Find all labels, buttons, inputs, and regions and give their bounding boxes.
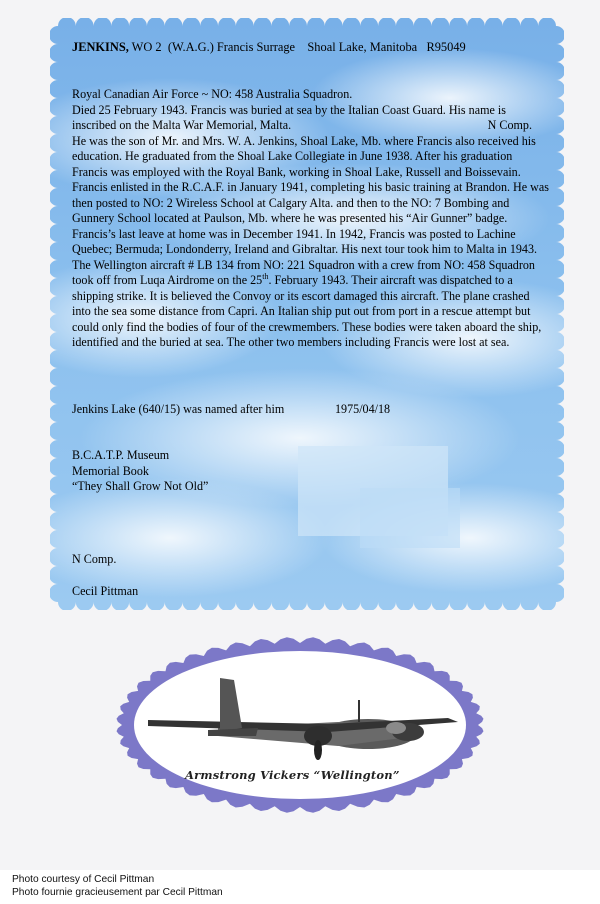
biography-paragraph: He was the son of Mr. and Mrs. W. A. Jenkins, Shoal Lake, Mb. where Francis also received his education. He graduated from the Shoal Lake Collegiate in June 1938. After his graduation Francis was employed with the Royal Bank, working in Shoal Lake, Russell and Boissevain. Francis enlisted in the R.C.A.F. in January 1941, completing his basic training at Brandon. He was then posted to NO: 2 Wireless School at Calgary Alta. and then to the NO: 7 Bombing and Gunnery School located at Paulson, Mb. where he was presented his “Air Gunner” badge. Francis’s last leave at home was in December 1941. In 1942, Francis was posted to Lachine Quebec; Bermuda; Londonderry, Ireland and Gibraltar. His next tour took him to Malta in 1943. (72, 133, 549, 256)
record-heading: JENKINS, WO 2 (W.A.G.) Francis Surrage Shoal Lake, Manitoba R95049 (72, 40, 466, 54)
museum-line: B.C.A.T.P. Museum (72, 448, 170, 462)
aircraft-photo (108, 632, 492, 818)
aircraft-photo-card (108, 632, 492, 818)
biography-text (72, 87, 550, 351)
aircraft-caption: Armstrong Vickers “Wellington” (185, 768, 400, 782)
lake-naming-note: Jenkins Lake (640/15) was named after him (72, 402, 285, 416)
museum-reference (72, 448, 208, 495)
signer-name: Cecil Pittman (72, 584, 139, 598)
museum-line: Memorial Book (72, 463, 149, 478)
crash-paragraph: The Wellington aircraft # LB 134 from NO: 221 Squadron with a crew from NO: 458 Squadron took off from Luqa Airdrome on the 25th. February 1943. Their aircraft was dispatched to a shipping strike. It is believed the Convoy or its escort damaged this aircraft. The plane crashed into the sea some distance from Capri. An Italian ship put out from port in a rescue attempt but could only find the bodies of four of the crewmembers. These bodies were taken aboard the ship, identified and the buried at sea. The other two members including Francis were lost at sea. (72, 257, 542, 349)
photo-credit-english: Photo courtesy of Cecil Pittman (12, 874, 155, 885)
lake-naming-date: 1975/04/18 (335, 402, 391, 416)
death-line: Died 25 February 1943. Francis was buried at sea by the Italian Coast Guard. His name is inscribed on the Malta War Memorial, Malta. N Comp. (72, 102, 532, 132)
n-comp-label: N Comp. (72, 552, 117, 566)
squadron-line: Royal Canadian Air Force ~ NO: 458 Australia Squadron. (72, 87, 353, 101)
photo-credit (12, 873, 223, 899)
photo-credit-french: Photo fournie gracieusement par Cecil Pittman (12, 887, 223, 898)
n-comp-inline: N Comp. (487, 118, 532, 132)
museum-line: “They Shall Grow Not Old” (72, 479, 209, 493)
